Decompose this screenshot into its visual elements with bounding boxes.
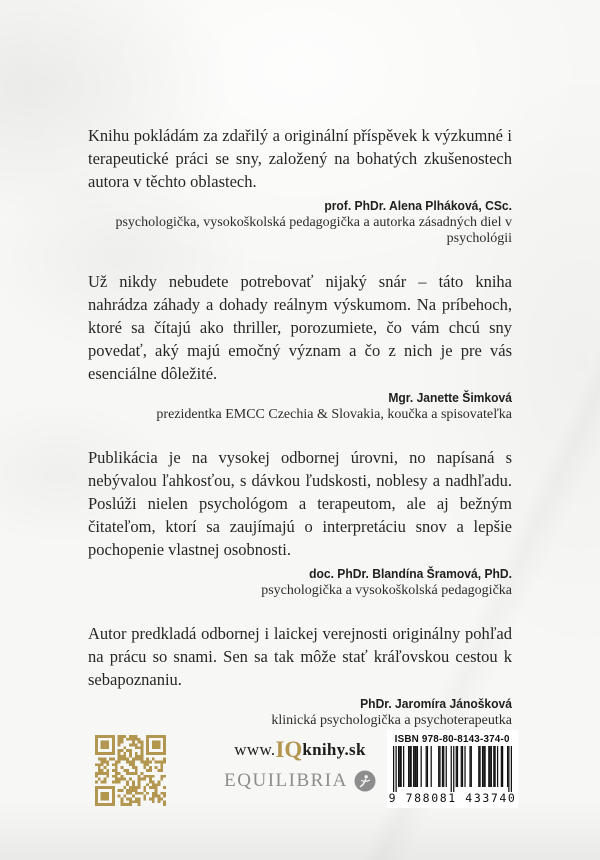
reviewer-name: doc. PhDr. Blandína Šramová, PhD. (309, 566, 512, 581)
qr-code (95, 735, 166, 806)
website-highlight: IQ (275, 737, 303, 762)
reviewer-name: Mgr. Janette Šimková (388, 390, 512, 405)
equilibria-badge-icon (354, 770, 376, 792)
publisher-brand (190, 737, 410, 792)
reviewer-role: psychologička a vysokoškolská pedagogička (261, 583, 512, 598)
isbn-label: ISBN 978-80-8143-374-0 (395, 733, 510, 745)
website-url (190, 737, 410, 763)
testimonials-section (88, 124, 512, 752)
testimonial-block (88, 446, 512, 599)
quote-text: Knihu pokládám za zdařilý a originální příspěvek k výzkumné i terapeutické práci se sny, založený na bohatých zkušenostech autora v těchto oblastech. (88, 126, 512, 191)
testimonial-block (88, 124, 512, 247)
reviewer-role: psychologička, vysokoškolská pedagogička a autorka zásadných diel v psychológii (115, 215, 512, 246)
quote-text: Autor predkladá odbornej i laickej verejnosti originálny pohľad na prácu so snami. Sen sa tak môže stať kráľovskou cestou k sebapoznaniu. (88, 624, 512, 689)
quote-text: Publikácia je na vysokej odbornej úrovni, no napísaná s nebývalou ľahkosťou, s dávkou ľudskosti, noblesy a nadhľadu. Poslúži nielen psychológom a terapeutom, ale aj bežným čitateľom, ktorí sa zaujímajú o interpretáciu snov a lepšie pochopenie vlastnej osobnosti. (88, 448, 512, 559)
footer (0, 727, 600, 822)
barcode (393, 746, 512, 792)
isbn-barcode-box (387, 730, 518, 808)
publisher-name: EQUILIBRIA (224, 770, 348, 791)
reviewer-name: prof. PhDr. Alena Plháková, CSc. (324, 198, 512, 213)
testimonial-block (88, 270, 512, 423)
website-suffix: knihy.sk (302, 740, 366, 759)
reviewer-role: prezidentka EMCC Czechia & Slovakia, koučka a spisovateľka (156, 407, 512, 422)
quote-text: Už nikdy nebudete potrebovať nijaký snár – táto kniha nahrádza záhady a dohady reálnym výskumom. Na príbehoch, ktoré sa čítajú ako thriller, porozumiete, čo vám chcú sny povedať, aký majú emočný význam a čo z nich je pre vás esenciálne dôležité. (88, 272, 512, 383)
website-prefix: www. (234, 740, 276, 759)
publisher-logo (190, 770, 410, 792)
testimonial-block (88, 622, 512, 729)
isbn-digits: 9 788081 433740 (388, 791, 517, 805)
reviewer-name: PhDr. Jaromíra Jánošková (360, 696, 512, 711)
reviewer-role: klinická psychologička a psychoterapeutka (271, 713, 512, 728)
